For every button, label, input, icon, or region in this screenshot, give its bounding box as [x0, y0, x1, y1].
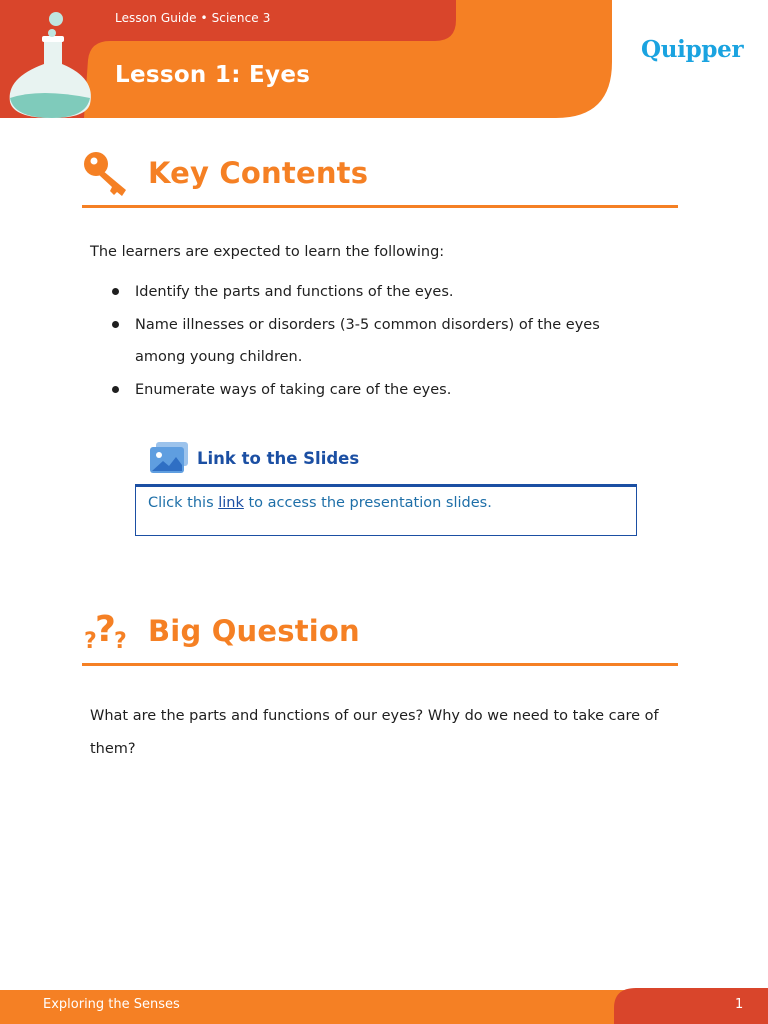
- slides-text-after: to access the presentation slides.: [243, 495, 492, 511]
- key-contents-header: [82, 150, 678, 208]
- list-item: [112, 276, 652, 309]
- list-item: [112, 374, 652, 407]
- svg-text:?: ?: [95, 609, 116, 650]
- page-number: 1: [735, 997, 744, 1012]
- key-contents-title: Key Contents: [148, 156, 369, 190]
- big-question-text: What are the parts and functions of our eyes? Why do we need to take care of them?: [90, 708, 659, 757]
- list-item-text: Name illnesses or disorders (3-5 common disorders) of the eyes among young children.: [135, 316, 600, 365]
- lesson-guide-subtitle: Lesson Guide • Science 3: [115, 11, 271, 25]
- bullet-dot: [112, 288, 119, 295]
- bullet-dot: [112, 386, 119, 393]
- list-item-text: Identify the parts and functions of the eyes.: [135, 284, 454, 300]
- svg-text:?: ?: [84, 629, 97, 654]
- image-gallery-icon: [148, 440, 190, 476]
- page-header: [0, 0, 768, 120]
- svg-text:?: ?: [114, 629, 127, 654]
- page-footer: [0, 988, 768, 1024]
- key-contents-list: [112, 276, 652, 406]
- slides-text-before: Click this: [148, 495, 219, 511]
- key-contents-intro: The learners are expected to learn the following:: [90, 244, 445, 260]
- bullet-dot: [112, 321, 119, 328]
- big-question-header: [82, 608, 678, 666]
- key-icon: [82, 150, 136, 200]
- list-item: [112, 309, 652, 374]
- slides-link[interactable]: link: [218, 495, 244, 511]
- big-question-title: Big Question: [148, 614, 360, 648]
- quipper-logo: Quipper: [641, 36, 744, 63]
- page-title: Lesson 1: Eyes: [115, 62, 311, 88]
- slides-link-box: [135, 484, 637, 536]
- question-marks-icon: [82, 608, 136, 658]
- slides-link-label: Link to the Slides: [197, 449, 360, 468]
- footer-unit-title: Exploring the Senses: [43, 997, 180, 1012]
- list-item-text: Enumerate ways of taking care of the eyes.: [135, 381, 452, 398]
